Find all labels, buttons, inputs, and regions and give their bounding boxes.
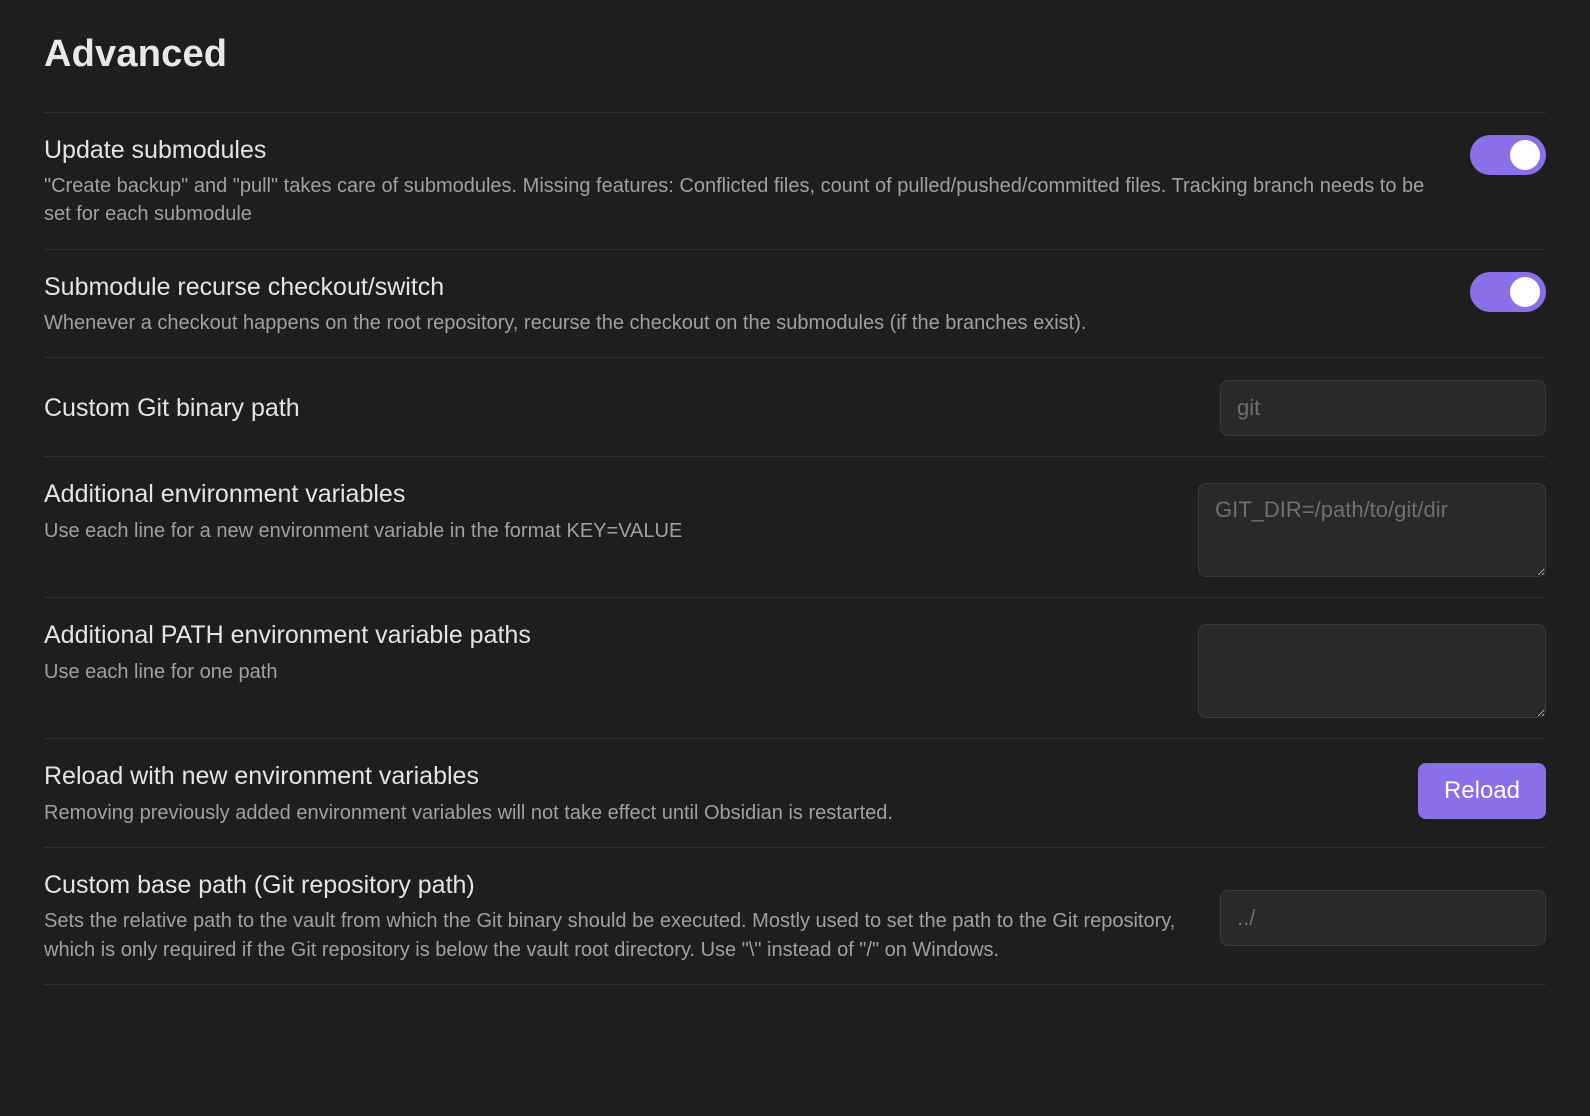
divider <box>44 984 1546 985</box>
setting-info <box>44 620 1168 686</box>
additional-environment-variables-textarea[interactable] <box>1198 483 1546 577</box>
custom-git-binary-path-input[interactable] <box>1220 380 1546 436</box>
setting-control <box>1418 763 1546 819</box>
setting-row-additional-environment-variables <box>44 457 1546 597</box>
setting-info <box>44 393 1190 424</box>
custom-base-path-input[interactable] <box>1220 890 1546 946</box>
setting-row-reload-environment <box>44 739 1546 847</box>
page-title: Advanced <box>44 33 228 75</box>
setting-info <box>44 870 1190 964</box>
setting-control <box>1470 272 1546 312</box>
setting-description: Sets the relative path to the vault from which the Git binary should be executed. Mostly used to set the path to the Git repository, which is only required if the Git repository is below the vault root directory. Use "\" instead of "/" on Windows. <box>44 910 1176 961</box>
reload-button[interactable]: Reload <box>1418 763 1546 819</box>
setting-control <box>1220 380 1546 436</box>
setting-row-custom-base-path <box>44 848 1546 984</box>
setting-description: Use each line for one path <box>44 660 278 683</box>
setting-name: Submodule recurse checkout/switch <box>44 272 445 301</box>
setting-description: Whenever a checkout happens on the root repository, recurse the checkout on the submodules (if the branches exist). <box>44 312 1087 335</box>
setting-info <box>44 135 1440 229</box>
toggle-submodule-recurse[interactable] <box>1470 272 1546 312</box>
setting-info <box>44 761 1388 827</box>
setting-control <box>1198 483 1546 577</box>
setting-name: Custom base path (Git repository path) <box>44 871 475 900</box>
setting-name: Additional PATH environment variable paths <box>44 621 531 650</box>
setting-control <box>1220 890 1546 946</box>
toggle-knob <box>1510 140 1540 170</box>
additional-path-variables-textarea[interactable] <box>1198 624 1546 718</box>
setting-description: Removing previously added environment variables will not take effect until Obsidian is restarted. <box>44 801 893 824</box>
setting-info <box>44 272 1440 338</box>
setting-name: Custom Git binary path <box>44 393 300 422</box>
toggle-knob <box>1510 277 1540 307</box>
setting-info <box>44 479 1168 545</box>
toggle-update-submodules[interactable] <box>1470 135 1546 175</box>
setting-description: Use each line for a new environment variable in the format KEY=VALUE <box>44 519 683 542</box>
setting-row-custom-git-binary-path <box>44 358 1546 456</box>
setting-name: Reload with new environment variables <box>44 762 479 791</box>
setting-name: Additional environment variables <box>44 480 406 509</box>
setting-control <box>1470 135 1546 175</box>
setting-control <box>1198 624 1546 718</box>
setting-row-update-submodules <box>44 113 1546 249</box>
setting-name: Update submodules <box>44 135 267 164</box>
setting-row-submodule-recurse <box>44 250 1546 358</box>
setting-row-additional-path-variables <box>44 598 1546 738</box>
setting-description: "Create backup" and "pull" takes care of submodules. Missing features: Conflicted files, count of pulled/pushed/committed files. Tracking branch needs to be set for each submodule <box>44 175 1425 226</box>
